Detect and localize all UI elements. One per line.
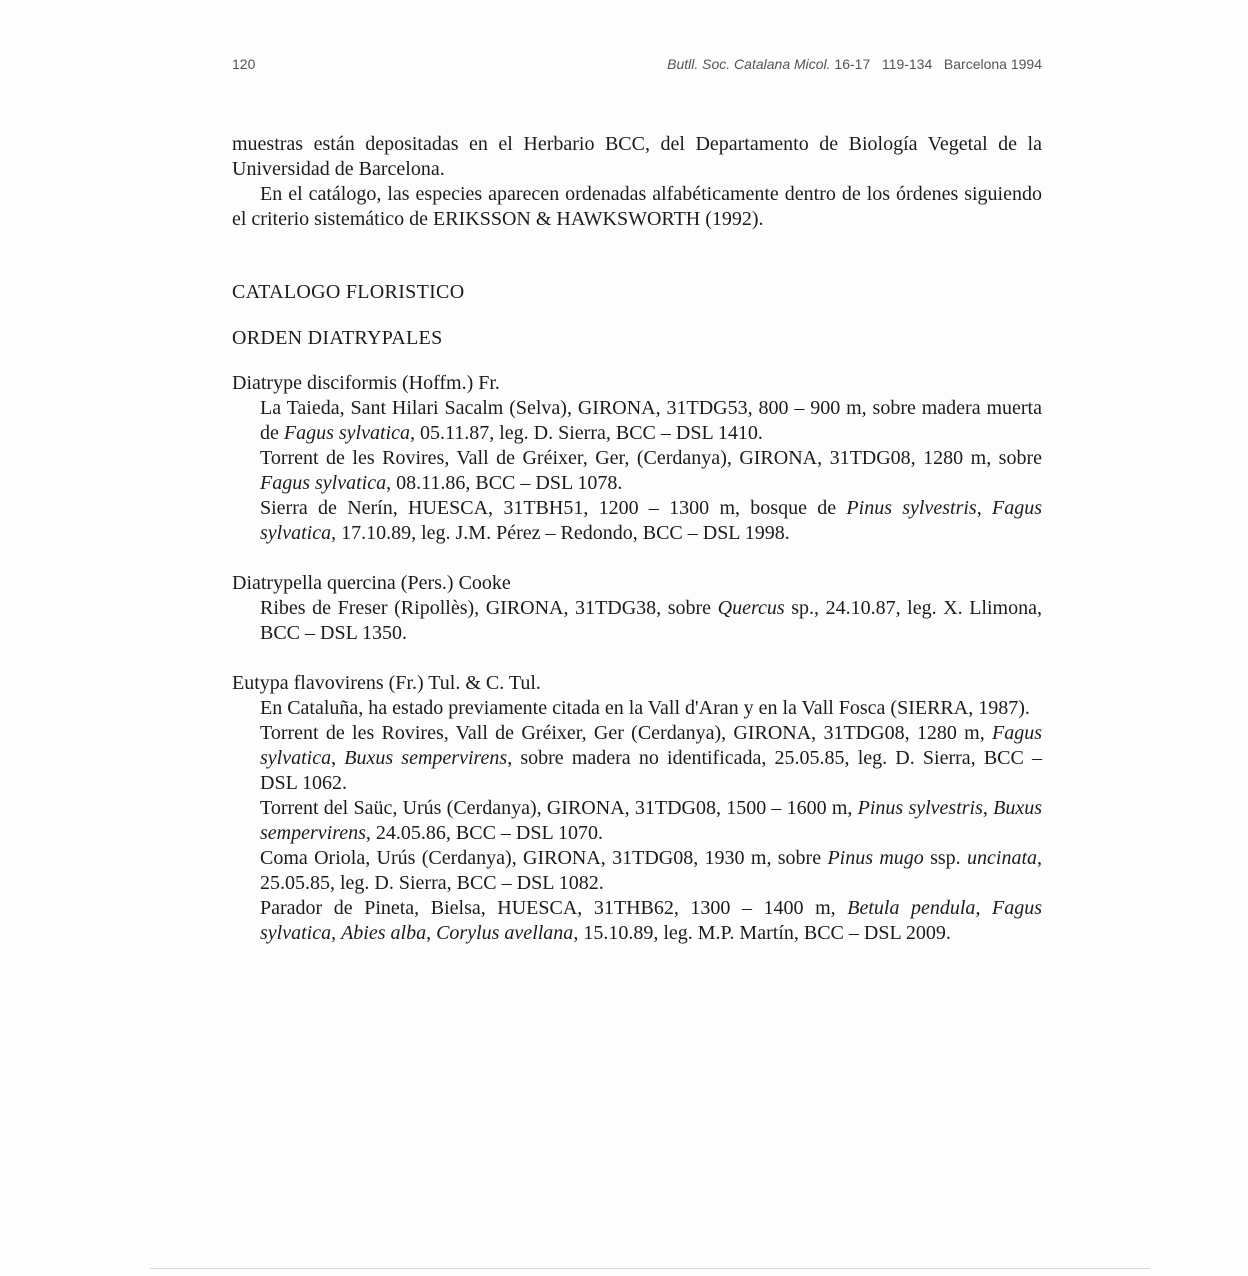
- species-list: [232, 371, 1042, 946]
- record-text: Sierra de Nerín, HUESCA, 31TBH51, 1200 – 1300 m, bosque de: [260, 497, 847, 519]
- taxon-name: Fagus sylvatica: [260, 472, 387, 494]
- taxon-name: Fagus sylvatica: [283, 422, 410, 444]
- record-text: , 05.11.87, leg. D. Sierra, BCC – DSL 1410.: [409, 422, 763, 444]
- record-text: , 17.10.89, leg. J.M. Pérez – Redondo, BCC – DSL 1998.: [331, 522, 790, 544]
- page-body: [232, 132, 1042, 946]
- species-name: Eutypa flavovirens (Fr.) Tul. & C. Tul.: [232, 672, 541, 694]
- record-text: Ribes de Freser (Ripollès), GIRONA, 31TDG38, sobre: [260, 597, 718, 619]
- collection-record: [260, 846, 1042, 896]
- taxon-name: Pinus sylvestris: [846, 497, 977, 519]
- taxon-name: Abies alba: [341, 922, 427, 944]
- intro-paragraph-2: En el catálogo, las especies aparecen ordenadas alfabéticamente dentro de los órdenes siguiendo el criterio sistemático de ERIKSSON & HAWKSWORTH (1992).: [232, 183, 1042, 230]
- taxon-name: Fagus sylvatica: [260, 722, 1042, 769]
- record-text: ,: [975, 897, 992, 919]
- record-text: En Cataluña, ha estado previamente citada en la Vall d'Aran y en la Vall Fosca (SIERRA, 1987).: [260, 697, 1030, 719]
- record-text: La Taieda, Sant Hilari Sacalm (Selva), GIRONA, 31TDG53, 800 – 900 m, sobre madera muerta de: [260, 397, 1042, 444]
- page-header: [232, 56, 1042, 80]
- record-text: ,: [331, 747, 345, 769]
- record-text: Torrent de les Rovires, Vall de Gréixer, Ger (Cerdanya), GIRONA, 31TDG08, 1280 m,: [260, 722, 992, 744]
- order-heading: ORDEN DIATRYPALES: [232, 327, 443, 349]
- taxon-name: Corylus avellana: [436, 922, 574, 944]
- species-entry: [232, 571, 1042, 646]
- collection-record: [260, 721, 1042, 796]
- taxon-name: Quercus: [717, 597, 785, 619]
- collection-record: [260, 796, 1042, 846]
- record-text: , 25.05.85, leg. D. Sierra, BCC – DSL 1082.: [260, 847, 1043, 894]
- catalog-heading: CATALOGO FLORISTICO: [232, 281, 465, 303]
- record-text: ,: [982, 797, 994, 819]
- taxon-name: Buxus sempervirens: [344, 747, 508, 769]
- taxon-name: Pinus sylvestris: [857, 797, 983, 819]
- record-text: , 15.10.89, leg. M.P. Martín, BCC – DSL 2009.: [573, 922, 951, 944]
- record-text: , sobre madera no identificada, 25.05.85, leg. D. Sierra, BCC – DSL 1062.: [260, 747, 1043, 794]
- record-text: Torrent del Saüc, Urús (Cerdanya), GIRONA, 31TDG08, 1500 – 1600 m,: [260, 797, 858, 819]
- record-text: , 08.11.86, BCC – DSL 1078.: [386, 472, 623, 494]
- collection-record: [260, 896, 1042, 946]
- collection-record: [260, 696, 1042, 721]
- journal-title: Butll. Soc. Catalana Micol.: [667, 56, 831, 72]
- page-number: 120: [232, 56, 256, 72]
- species-name: Diatrype disciformis (Hoffm.) Fr.: [232, 372, 500, 394]
- collection-record: [260, 596, 1042, 646]
- taxon-name: uncinata: [967, 847, 1038, 869]
- taxon-name: Betula pendula: [847, 897, 976, 919]
- record-text: , 24.05.86, BCC – DSL 1070.: [365, 822, 603, 844]
- record-text: ,: [426, 922, 437, 944]
- record-text: Torrent de les Rovires, Vall de Gréixer, Ger, (Cerdanya), GIRONA, 31TDG08, 1280 m, sobre: [260, 447, 1042, 469]
- species-name: Diatrypella quercina (Pers.) Cooke: [232, 572, 511, 594]
- record-text: ,: [976, 497, 992, 519]
- taxon-name: Fagus sylvatica: [260, 897, 1042, 944]
- collection-record: [260, 496, 1042, 546]
- taxon-name: Pinus mugo: [827, 847, 924, 869]
- journal-volume-info: 16-17 119-134 Barcelona 1994: [830, 56, 1042, 72]
- intro-paragraph-1: muestras están depositadas en el Herbario BCC, del Departamento de Biología Vegetal de la Universidad de Barcelona.: [232, 133, 1042, 180]
- record-text: Coma Oriola, Urús (Cerdanya), GIRONA, 31TDG08, 1930 m, sobre: [260, 847, 828, 869]
- species-entry: [232, 671, 1042, 946]
- bottom-rule: [150, 1268, 1150, 1269]
- journal-citation: [667, 56, 1042, 72]
- taxon-name: Fagus sylvatica: [260, 497, 1042, 544]
- collection-record: [260, 446, 1042, 496]
- species-entry: [232, 371, 1042, 546]
- collection-record: [260, 396, 1042, 446]
- record-text: Parador de Pineta, Bielsa, HUESCA, 31THB62, 1300 – 1400 m,: [260, 897, 848, 919]
- record-text: ,: [331, 922, 342, 944]
- taxon-name: Buxus sempervirens: [260, 797, 1042, 844]
- record-text: ssp.: [923, 847, 968, 869]
- record-text: sp., 24.10.87, leg. X. Llimona, BCC – DSL 1350.: [260, 597, 1042, 644]
